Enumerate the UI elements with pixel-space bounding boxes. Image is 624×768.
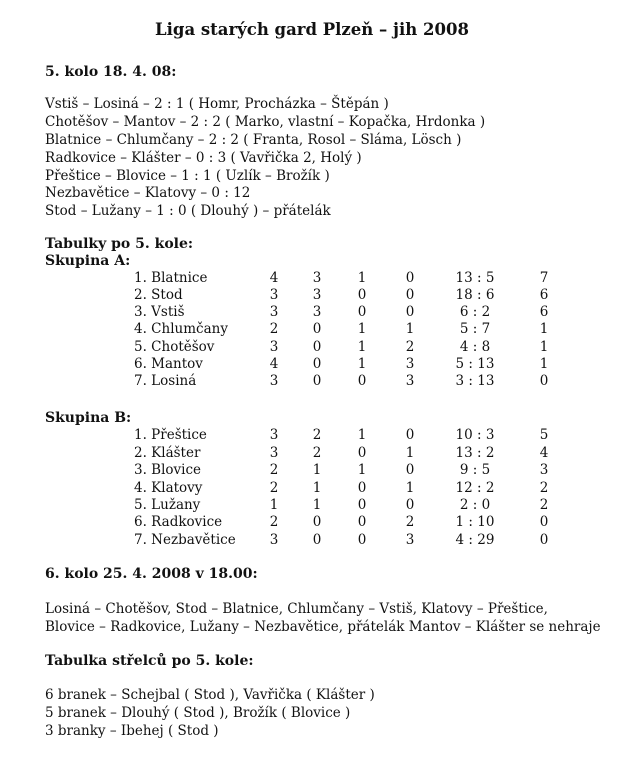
team-name: 7. Nezbavětice bbox=[134, 532, 236, 548]
wins: 0 bbox=[312, 339, 322, 355]
team-name: 2. Stod bbox=[134, 287, 183, 303]
goal-score: 9 : 5 bbox=[459, 462, 491, 478]
group-b-heading: Skupina B: bbox=[45, 410, 132, 426]
goal-score: 13 : 5 bbox=[455, 270, 495, 286]
losses: 2 bbox=[405, 514, 415, 530]
points: 1 bbox=[539, 356, 549, 372]
wins: 0 bbox=[312, 356, 322, 372]
team-name: 3. Vstiš bbox=[134, 304, 185, 320]
scorer-line: 5 branek – Dlouhý ( Stod ), Brožík ( Blovice ) bbox=[45, 705, 351, 721]
wins: 0 bbox=[312, 532, 322, 548]
wins: 3 bbox=[312, 287, 322, 303]
goal-score: 5 : 13 bbox=[455, 356, 495, 372]
points: 2 bbox=[539, 480, 549, 496]
points: 5 bbox=[539, 427, 549, 443]
goal-score: 3 : 13 bbox=[455, 373, 495, 389]
losses: 0 bbox=[405, 304, 415, 320]
wins: 2 bbox=[312, 445, 322, 461]
draws: 1 bbox=[357, 462, 367, 478]
wins: 2 bbox=[312, 427, 322, 443]
match-result: Chotěšov – Mantov – 2 : 2 ( Marko, vlastní – Kopačka, Hrdonka ) bbox=[45, 114, 486, 130]
losses: 3 bbox=[405, 532, 415, 548]
table-row bbox=[0, 480, 624, 498]
points: 7 bbox=[539, 270, 549, 286]
played: 2 bbox=[269, 514, 279, 530]
table-row bbox=[0, 356, 624, 374]
losses: 0 bbox=[405, 270, 415, 286]
points: 6 bbox=[539, 304, 549, 320]
goal-score: 4 : 8 bbox=[459, 339, 491, 355]
match-result: Blatnice – Chlumčany – 2 : 2 ( Franta, Rosol – Sláma, Lösch ) bbox=[45, 132, 462, 148]
scorer-line: 3 branky – Ibehej ( Stod ) bbox=[45, 723, 219, 739]
points: 2 bbox=[539, 497, 549, 513]
table-row bbox=[0, 287, 624, 305]
table-row bbox=[0, 321, 624, 339]
wins: 0 bbox=[312, 373, 322, 389]
draws: 1 bbox=[357, 321, 367, 337]
wins: 3 bbox=[312, 270, 322, 286]
scorer-line: 6 branek – Schejbal ( Stod ), Vavřička ( Klášter ) bbox=[45, 687, 375, 703]
played: 4 bbox=[269, 356, 279, 372]
losses: 0 bbox=[405, 427, 415, 443]
draws: 0 bbox=[357, 497, 367, 513]
draws: 0 bbox=[357, 287, 367, 303]
match-result: Stod – Lužany – 1 : 0 ( Dlouhý ) – přátelák bbox=[45, 203, 331, 219]
draws: 0 bbox=[357, 373, 367, 389]
wins: 3 bbox=[312, 304, 322, 320]
played: 3 bbox=[269, 339, 279, 355]
group-a-heading: Skupina A: bbox=[45, 253, 131, 269]
team-name: 6. Mantov bbox=[134, 356, 203, 372]
played: 3 bbox=[269, 532, 279, 548]
round5-heading: 5. kolo 18. 4. 08: bbox=[45, 64, 177, 80]
team-name: 3. Blovice bbox=[134, 462, 202, 478]
points: 1 bbox=[539, 321, 549, 337]
losses: 1 bbox=[405, 321, 415, 337]
played: 3 bbox=[269, 287, 279, 303]
table-row bbox=[0, 445, 624, 463]
page-title: Liga starých gard Plzeň – jih 2008 bbox=[155, 20, 469, 39]
draws: 0 bbox=[357, 480, 367, 496]
points: 3 bbox=[539, 462, 549, 478]
round6-heading: 6. kolo 25. 4. 2008 v 18.00: bbox=[45, 566, 258, 582]
team-name: 6. Radkovice bbox=[134, 514, 223, 530]
played: 2 bbox=[269, 462, 279, 478]
table-row bbox=[0, 427, 624, 445]
match-result: Nezbavětice – Klatovy – 0 : 12 bbox=[45, 185, 251, 201]
draws: 0 bbox=[357, 445, 367, 461]
played: 1 bbox=[269, 497, 279, 513]
team-name: 7. Losiná bbox=[134, 373, 197, 389]
draws: 0 bbox=[357, 304, 367, 320]
match-result: Vstiš – Losiná – 2 : 1 ( Homr, Procházka – Štěpán ) bbox=[45, 96, 389, 112]
draws: 1 bbox=[357, 427, 367, 443]
table-row bbox=[0, 514, 624, 532]
team-name: 1. Blatnice bbox=[134, 270, 208, 286]
goal-score: 6 : 2 bbox=[459, 304, 491, 320]
draws: 1 bbox=[357, 339, 367, 355]
goal-score: 18 : 6 bbox=[455, 287, 495, 303]
table-row bbox=[0, 497, 624, 515]
played: 3 bbox=[269, 373, 279, 389]
goal-score: 2 : 0 bbox=[459, 497, 491, 513]
team-name: 5. Lužany bbox=[134, 497, 201, 513]
wins: 1 bbox=[312, 497, 322, 513]
goal-score: 12 : 2 bbox=[455, 480, 495, 496]
played: 3 bbox=[269, 304, 279, 320]
table-row bbox=[0, 270, 624, 288]
played: 2 bbox=[269, 480, 279, 496]
wins: 0 bbox=[312, 514, 322, 530]
played: 3 bbox=[269, 427, 279, 443]
played: 4 bbox=[269, 270, 279, 286]
goal-score: 10 : 3 bbox=[455, 427, 495, 443]
table-row bbox=[0, 304, 624, 322]
losses: 1 bbox=[405, 480, 415, 496]
points: 0 bbox=[539, 373, 549, 389]
points: 0 bbox=[539, 514, 549, 530]
goal-score: 13 : 2 bbox=[455, 445, 495, 461]
draws: 0 bbox=[357, 532, 367, 548]
played: 3 bbox=[269, 445, 279, 461]
wins: 1 bbox=[312, 480, 322, 496]
team-name: 4. Chlumčany bbox=[134, 321, 228, 337]
table-row bbox=[0, 339, 624, 357]
match-result: Přeštice – Blovice – 1 : 1 ( Uzlík – Brožík ) bbox=[45, 168, 330, 184]
points: 1 bbox=[539, 339, 549, 355]
table-row bbox=[0, 462, 624, 480]
table-row bbox=[0, 373, 624, 391]
losses: 0 bbox=[405, 497, 415, 513]
table-row bbox=[0, 532, 624, 550]
wins: 1 bbox=[312, 462, 322, 478]
losses: 3 bbox=[405, 356, 415, 372]
goal-score: 5 : 7 bbox=[459, 321, 491, 337]
losses: 1 bbox=[405, 445, 415, 461]
draws: 1 bbox=[357, 356, 367, 372]
wins: 0 bbox=[312, 321, 322, 337]
points: 6 bbox=[539, 287, 549, 303]
team-name: 1. Přeštice bbox=[134, 427, 207, 443]
losses: 2 bbox=[405, 339, 415, 355]
tables-heading: Tabulky po 5. kole: bbox=[45, 236, 194, 252]
team-name: 2. Klášter bbox=[134, 445, 201, 461]
match-result: Radkovice – Klášter – 0 : 3 ( Vavřička 2, Holý ) bbox=[45, 150, 362, 166]
losses: 3 bbox=[405, 373, 415, 389]
goal-score: 4 : 29 bbox=[455, 532, 495, 548]
played: 2 bbox=[269, 321, 279, 337]
points: 0 bbox=[539, 532, 549, 548]
scorers-heading: Tabulka střelců po 5. kole: bbox=[45, 653, 254, 669]
losses: 0 bbox=[405, 287, 415, 303]
fixture-line: Losiná – Chotěšov, Stod – Blatnice, Chlumčany – Vstiš, Klatovy – Přeštice, bbox=[45, 601, 548, 617]
points: 4 bbox=[539, 445, 549, 461]
team-name: 4. Klatovy bbox=[134, 480, 203, 496]
goal-score: 1 : 10 bbox=[455, 514, 495, 530]
losses: 0 bbox=[405, 462, 415, 478]
fixture-line: Blovice – Radkovice, Lužany – Nezbavětice, přátelák Mantov – Klášter se nehraje bbox=[45, 619, 601, 635]
draws: 0 bbox=[357, 514, 367, 530]
draws: 1 bbox=[357, 270, 367, 286]
team-name: 5. Chotěšov bbox=[134, 339, 215, 355]
